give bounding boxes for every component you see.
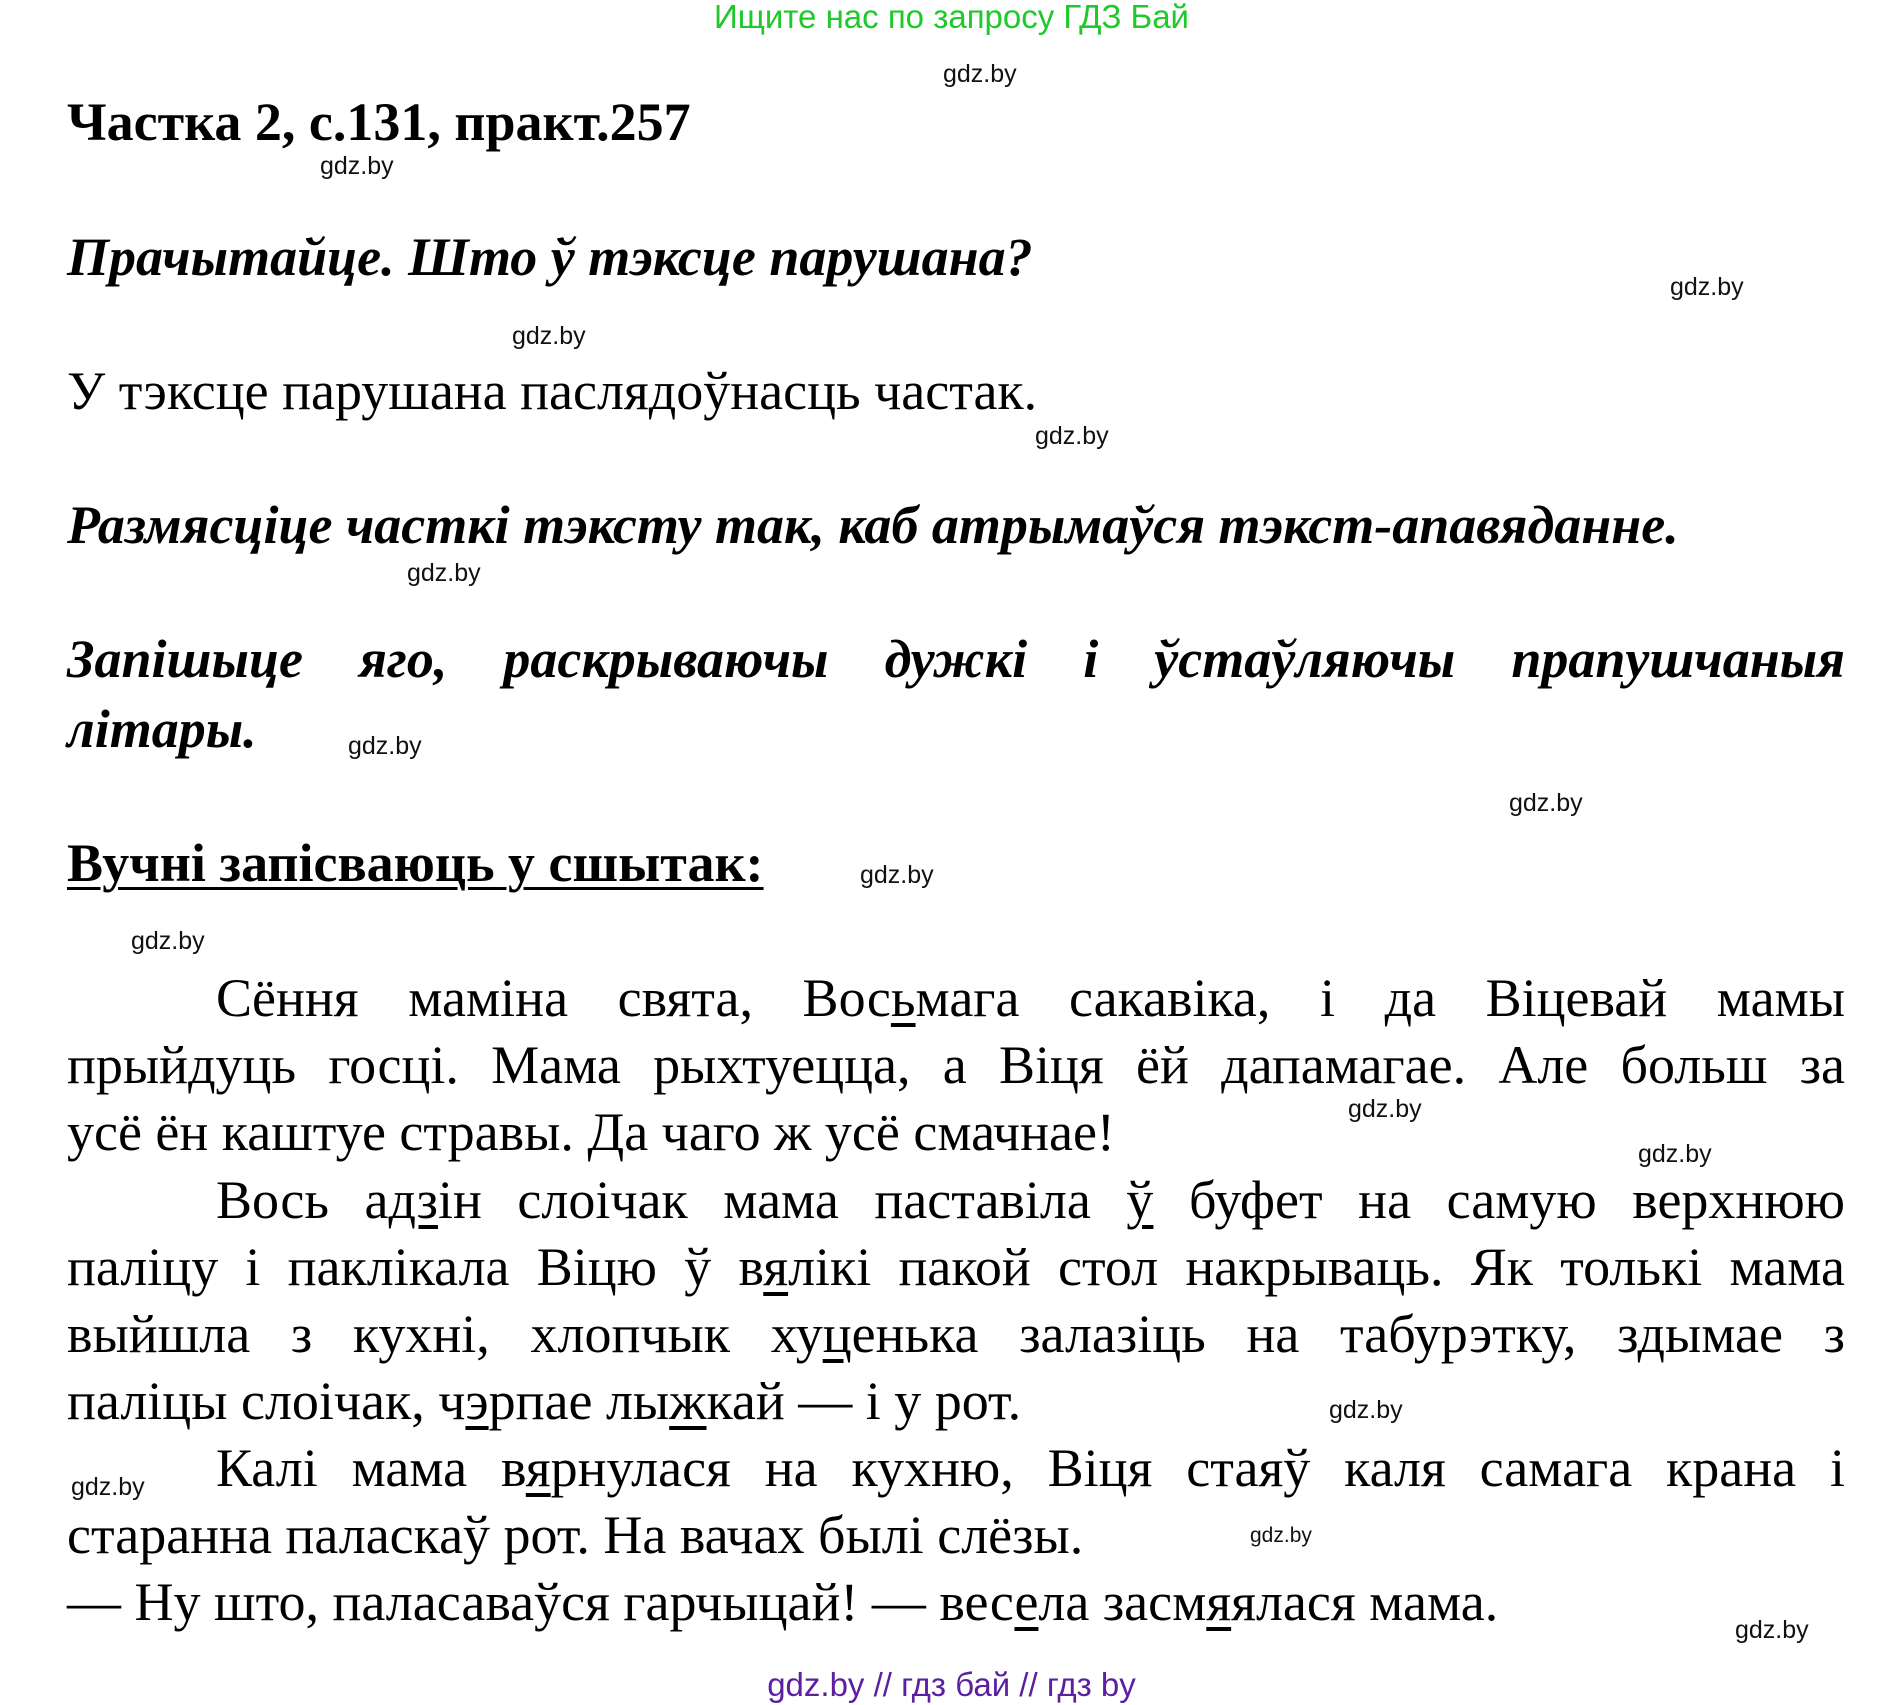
passage-text: паліцы слоічак, ч	[67, 1371, 466, 1431]
passage-text: Вось а	[216, 1170, 389, 1230]
inserted-letter: ў	[1126, 1170, 1154, 1230]
passage-line	[216, 1170, 1845, 1230]
passage-text: мага сакавіка, і да Віцевай мамы	[915, 968, 1845, 1028]
passage-text: буфет на самую верхнюю	[1153, 1170, 1845, 1230]
watermark: gdz.by	[348, 732, 422, 760]
task-read-question: Прачытайце. Што ў тэксце парушана?	[67, 227, 1033, 287]
passage-line	[216, 1438, 1846, 1498]
passage-text: старанна паласкаў рот. На вачах былі слёзы.	[67, 1505, 1084, 1565]
passage-text: кай — і у рот.	[706, 1371, 1022, 1431]
inserted-letter: я	[1206, 1572, 1232, 1632]
watermark: gdz.by	[943, 60, 1017, 88]
passage-text: ялася мама.	[1231, 1572, 1499, 1632]
inserted-letter: дз	[388, 1170, 438, 1230]
watermark: gdz.by	[860, 861, 934, 889]
passage-text: рпае лы	[488, 1371, 670, 1431]
passage-text: — Ну што, паласаваўся гарчыцай! — вес	[67, 1572, 1015, 1632]
task-write-line1: Запішыце яго, раскрываючы дужкі і ўстаўляючы прапушчаныя	[67, 629, 1845, 689]
watermark: gdz.by	[71, 1473, 145, 1501]
passage-text: ла засм	[1038, 1572, 1207, 1632]
passage-text: енька залазіць на табурэтку, здымае з	[851, 1304, 1845, 1364]
inserted-letter: е	[1014, 1572, 1039, 1632]
task-arrange: Размясціце часткі тэксту так, каб атрымаўся тэкст-апавяданне.	[67, 495, 1679, 555]
inserted-letter: я	[525, 1438, 551, 1498]
watermark: gdz.by	[1035, 422, 1109, 450]
answer-text: У тэксце парушана паслядоўнасць частак.	[67, 361, 1038, 421]
watermark: gdz.by	[1638, 1140, 1712, 1168]
watermark: gdz.by	[320, 152, 394, 180]
inserted-letter: ж	[669, 1371, 707, 1431]
footer-links: gdz.by // гдз бай // гдз by	[767, 1666, 1136, 1703]
inserted-letter: я	[763, 1237, 789, 1297]
passage-line	[67, 1505, 1084, 1565]
watermark: gdz.by	[131, 927, 205, 955]
passage-line	[216, 968, 1845, 1028]
watermark: gdz.by	[407, 559, 481, 587]
watermark: gdz.by	[512, 322, 586, 350]
watermark: gdz.by	[1250, 1524, 1312, 1547]
watermark: gdz.by	[1329, 1396, 1403, 1424]
search-banner: Ищите нас по запросу ГДЗ Бай	[714, 0, 1189, 35]
passage-text: прыйдуць госці. Мама рыхтуецца, а Віця ёй дапамагае. Але больш за	[67, 1035, 1845, 1095]
passage-line	[67, 1304, 1845, 1364]
passage-line	[67, 1371, 1022, 1431]
passage-text: паліцу і паклікала Віцю ў в	[67, 1237, 764, 1297]
passage-line	[67, 1035, 1845, 1095]
passage-text: лікі пакой стол накрываць. Як толькі мама	[788, 1237, 1845, 1297]
page-title: Частка 2, с.131, практ.257	[67, 92, 691, 152]
inserted-letter: ь	[890, 968, 916, 1028]
passage-text: Калі мама в	[216, 1438, 526, 1498]
passage-text: ін слоічак мама паставіла	[437, 1170, 1127, 1230]
passage-text: Сёння маміна свята, Вос	[216, 968, 891, 1028]
watermark: gdz.by	[1348, 1095, 1422, 1123]
passage-line	[67, 1237, 1845, 1297]
passage-line	[67, 1572, 1499, 1632]
inserted-letter: э	[465, 1371, 489, 1431]
watermark: gdz.by	[1509, 789, 1583, 817]
inserted-letter: ц	[822, 1304, 852, 1364]
watermark: gdz.by	[1670, 273, 1744, 301]
passage-text: рнулася на кухню, Віця стаяў каля самага крана і	[550, 1438, 1846, 1498]
passage-line	[67, 1102, 1115, 1162]
notebook-heading: Вучні запісваюць у сшытак:	[67, 833, 764, 893]
watermark: gdz.by	[1735, 1616, 1809, 1644]
passage-text: усё ён каштуе стравы. Да чаго ж усё смачнае!	[67, 1102, 1115, 1162]
passage-text: выйшла з кухні, хлопчык ху	[67, 1304, 823, 1364]
task-write-line2: літары.	[67, 699, 257, 759]
